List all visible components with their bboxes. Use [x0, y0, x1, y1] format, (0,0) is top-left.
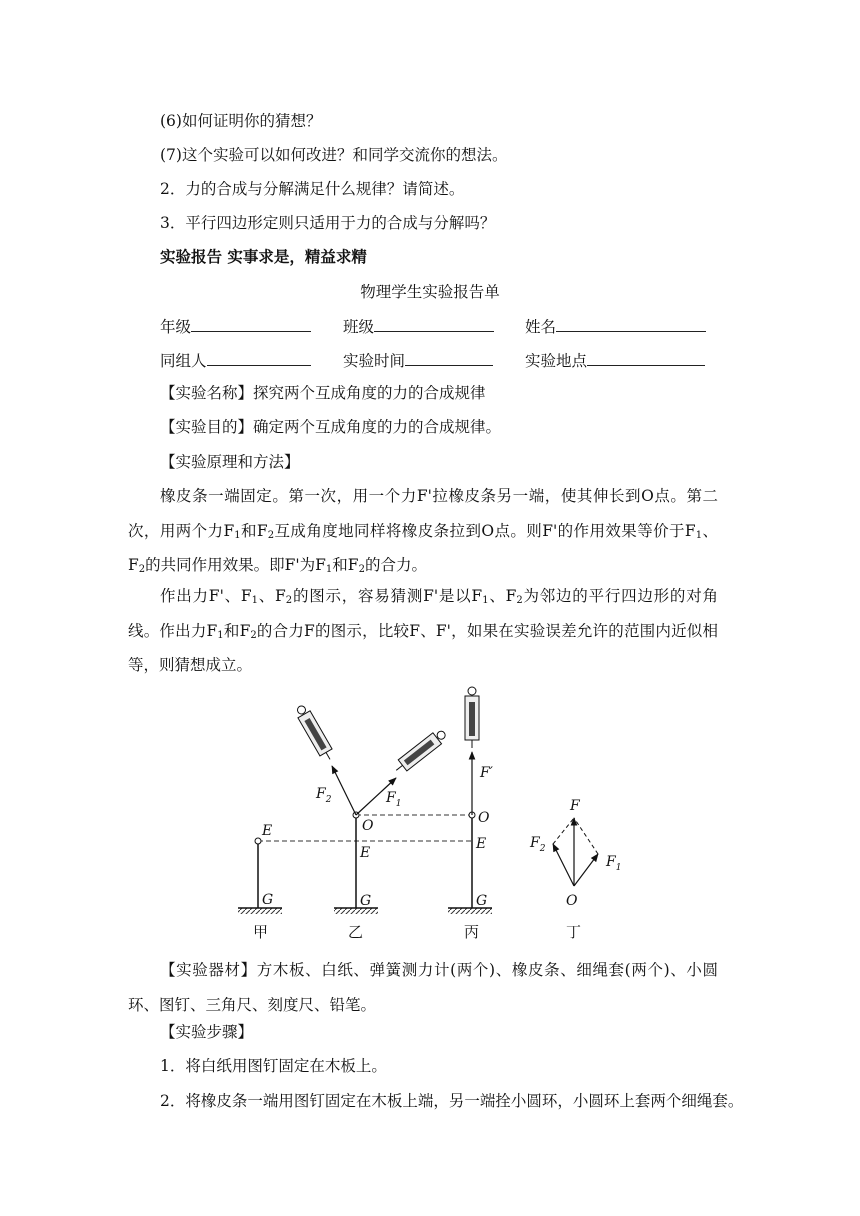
label-o-yi: O: [362, 818, 374, 834]
label-f2-ding: $F_2$: [530, 835, 546, 854]
place-blank[interactable]: [587, 349, 705, 366]
form-class: [343, 315, 494, 337]
caption-yi: 乙: [348, 923, 364, 941]
caption-ding: 丁: [566, 923, 582, 941]
group-label: 同组人: [160, 352, 207, 370]
grade-blank[interactable]: [191, 315, 311, 332]
form-group: [160, 349, 311, 371]
principle-heading: 【实验原理和方法】: [160, 453, 300, 471]
class-blank[interactable]: [374, 315, 494, 332]
caption-jia: 甲: [253, 923, 269, 941]
label-o-bing: O: [478, 810, 490, 826]
label-f2-yi: $F_2$: [316, 786, 332, 805]
name-blank[interactable]: [556, 315, 706, 332]
question-2: 2．力的合成与分解满足什么规律？请简述。: [160, 180, 465, 198]
name-label: 姓名: [525, 318, 557, 336]
group-blank[interactable]: [207, 349, 311, 366]
label-e-jia: E: [262, 823, 273, 839]
step-1: 1．将白纸用图钉固定在木板上。: [160, 1057, 387, 1075]
time-label: 实验时间: [343, 352, 406, 370]
setup-bing: [448, 687, 492, 914]
section-heading: 实验报告 实事求是，精益求精: [160, 248, 367, 266]
experiment-purpose: 【实验目的】确定两个互成角度的力的合成规律。: [160, 418, 502, 436]
label-f1-yi: $F_1$: [386, 790, 402, 809]
form-place: [525, 349, 705, 371]
principle-paragraph-1: 橡皮条一端固定。第一次，用一个力F'拉橡皮条另一端，使其伸长到O点。第二次，用两个力$F_1$和$F_2$互成角度地同样将橡皮条拉到O点。则F'的作用效果等价于$F_1$、$F_2$的共同作用效果。即F'为$F_1$和$F_2$的合力。: [128, 487, 718, 575]
setup-yi: [293, 703, 448, 914]
form-grade: [160, 315, 311, 337]
time-blank[interactable]: [405, 349, 493, 366]
setup-ding: [553, 818, 598, 886]
report-title: 物理学生实验报告单: [360, 283, 500, 301]
experiment-name: 【实验名称】探究两个互成角度的力的合成规律: [160, 384, 486, 402]
label-f1-ding: $F_1$: [606, 854, 622, 873]
steps-heading: 【实验步骤】: [160, 1023, 254, 1041]
label-g-bing: G: [476, 893, 488, 909]
class-label: 班级: [343, 318, 375, 336]
equipment-paragraph: 【实验器材】方木板、白纸、弹簧测力计(两个)、橡皮条、细绳套(两个)、小圆环、图钉、三角尺、刻度尺、铅笔。: [128, 961, 718, 1014]
step-2: 2．将橡皮条一端用图钉固定在木板上端，另一端拴小圆环，小圆环上套两个细绳套。: [160, 1092, 744, 1110]
form-name: [525, 315, 706, 337]
label-o-ding: O: [566, 893, 578, 909]
label-f-ding: F: [570, 798, 580, 814]
label-e-yi: E: [360, 845, 371, 861]
label-g-jia: G: [262, 892, 274, 908]
caption-bing: 丙: [464, 923, 480, 941]
label-fprime-bing: F′: [480, 765, 493, 781]
question-7: (7)这个实验可以如何改进？和同学交流你的想法。: [160, 146, 508, 164]
setup-jia: [238, 838, 282, 914]
form-time: [343, 349, 493, 371]
question-3: 3．平行四边形定则只适用于力的合成与分解吗？: [160, 214, 496, 232]
grade-label: 年级: [160, 318, 192, 336]
principle-paragraph-2: 作出力F'、$F_1$、$F_2$的图示，容易猜测F'是以$F_1$、$F_2$为邻边的平行四边形的对角线。作出力$F_1$和$F_2$的合力F的图示，比较F、F'，如果在实验误差允许的范围内近似相等，则猜想成立。: [128, 587, 718, 674]
label-g-yi: G: [360, 893, 372, 909]
question-6: (6)如何证明你的猜想？: [160, 112, 322, 130]
place-label: 实验地点: [525, 352, 588, 370]
experiment-figure: [230, 680, 630, 950]
label-e-bing: E: [476, 836, 487, 852]
